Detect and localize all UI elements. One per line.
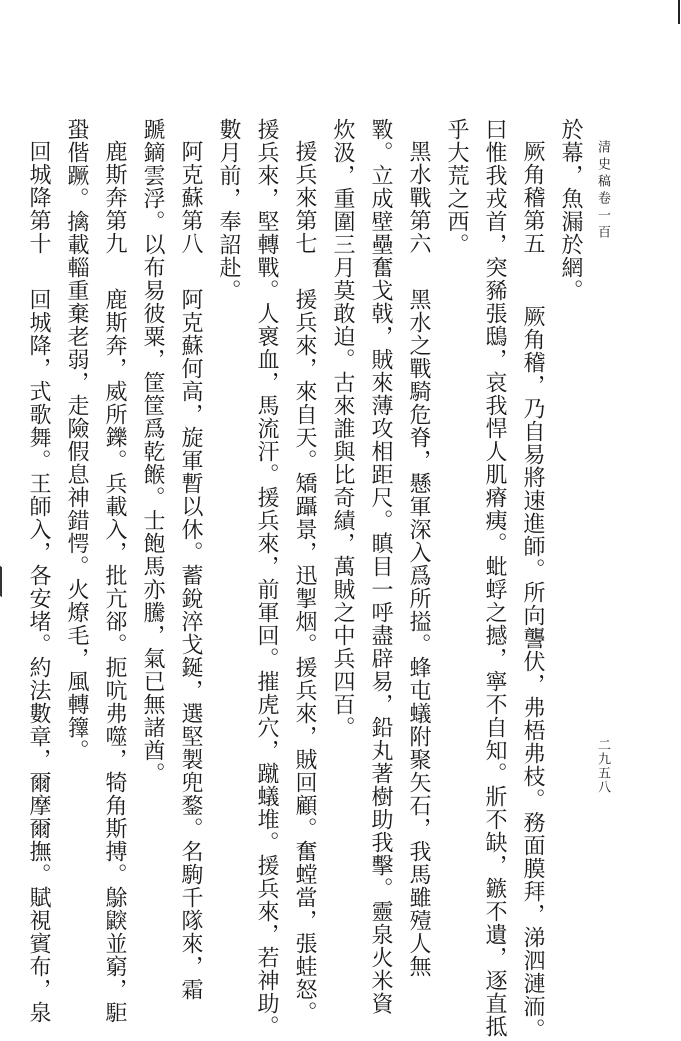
- column-text: 黑水之戰騎危脊，懸軍深入爲所搤。蜂屯蟻附聚矢石，我馬雖殪人無: [406, 288, 431, 978]
- section-heading-9: 鹿斯奔第九: [102, 140, 127, 255]
- column-text: 曰惟我戎首，突豨張鴟，哀我悍人肌瘠痍。蚍蜉之撼，寧不自知。斨不缺，鏃不遺，逐直抵: [482, 118, 507, 1038]
- column-text: 蹏鏑雲浮。以布易彼粟，筐筐爲乾餱。士飽馬亦騰，氣已無諸酋。: [140, 118, 165, 785]
- section-heading-10: 回城降第十: [26, 140, 51, 255]
- text-column-2: [516, 0, 548, 1041]
- scan-corner-mark: [678, 0, 680, 24]
- text-column-4: [440, 0, 472, 990]
- column-text: 厥角稽，乃自易將速進師。所向讋伏，弗梧弗枝。務面膜拜，涕泗漣洏。: [520, 305, 545, 1041]
- text-column-14: [60, 0, 92, 990]
- column-text: 回城降，式歌舞。王師入，各安堵。約法數章，爾摩爾撫。賦視賓布，泉: [26, 288, 51, 1024]
- running-title: 清史稿卷一百: [595, 140, 610, 242]
- text-column-10: [212, 0, 244, 990]
- column-text: 於幕，魚漏於網。: [558, 118, 583, 302]
- column-text: 阿克蘇何高，旋軍暫以休。蓄銳淬戈鋋，選堅製兜鍪。名駒千隊來，霜: [178, 288, 203, 1001]
- text-column-1: [554, 0, 586, 990]
- column-text: 炊汲，重圍三月莫敢迫。古來誰與比奇績，萬賊之中兵四百。: [330, 118, 355, 739]
- page-number: 二九五八: [595, 738, 610, 794]
- text-column-13: [98, 0, 130, 1024]
- column-text: 乎大荒之西。: [444, 118, 469, 256]
- column-text: 蛩偕蹶。擒載輜重棄老弱，走險假息神錯愕。火燎毛，風轉籜。: [64, 118, 89, 762]
- text-column-11: [174, 0, 206, 1001]
- text-column-15: [22, 0, 54, 1024]
- section-heading-7: 援兵來第七: [292, 140, 317, 255]
- section-heading-6: 黑水戰第六: [406, 140, 431, 255]
- text-column-8: [288, 0, 320, 1024]
- column-text: 鹿斯奔，威所鑠。兵載入，批亢郤。扼吭弗噬，犄角斯搏。鵌鼵並窮，駏: [102, 288, 127, 1024]
- section-heading-8: 阿克蘇第八: [178, 140, 203, 255]
- text-column-7: [326, 0, 358, 990]
- section-heading-5: 厥角稽第五: [520, 140, 545, 255]
- text-column-6: [364, 0, 396, 1015]
- text-column-3: [478, 0, 510, 1038]
- text-column-12: [136, 0, 168, 990]
- column-text: 援兵來，來自天。矯躡景，迅掣烟。援兵來，賊回顧。奮螳當，張蛙怒。: [292, 288, 317, 1024]
- column-text: 援兵來，堅轉戰。人褱血，馬流汗。援兵來，前軍回。摧虎穴，蹴蟻堆。援兵來，若神助。: [254, 118, 279, 1038]
- column-text: 數月前，奉詔赴。: [216, 118, 241, 302]
- scan-edge-mark: [0, 566, 12, 604]
- text-column-5: [402, 0, 434, 990]
- text-column-9: [250, 0, 282, 1038]
- column-text: 斁。立成壁壘奮戈戟，賊來薄攻相距尺。瞋目一呼盡辟易，鉛丸著樹助我擊。靈泉火米資: [368, 118, 393, 1015]
